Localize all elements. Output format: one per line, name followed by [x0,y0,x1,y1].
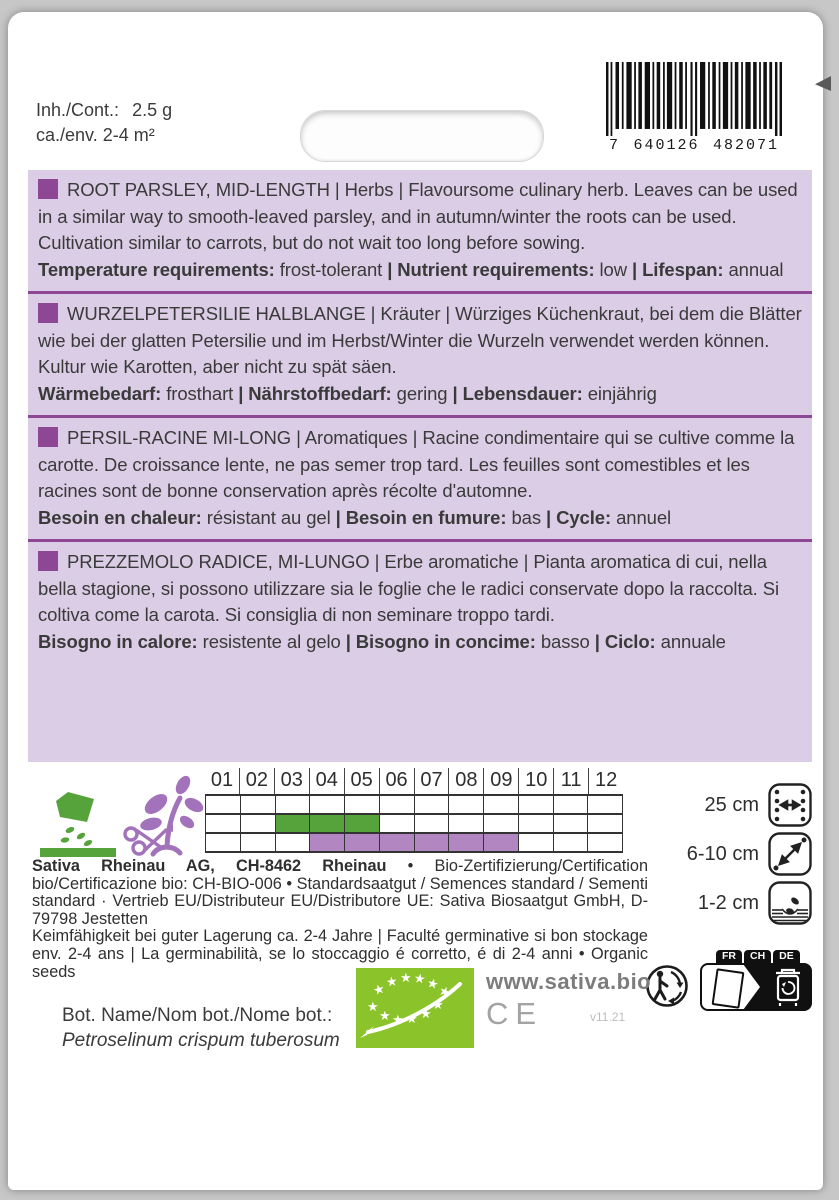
fact-label: Bisogno in calore: [38,630,198,652]
eu-star-icon: ★ [425,974,441,993]
calendar-cell [276,796,311,813]
calendar-cell [588,815,623,832]
coverage-value: 2-4 m² [102,125,155,145]
month-label: 10 [519,768,554,794]
calendar-row-direct-sowing [205,815,623,834]
disposal-country-tabs [716,950,812,963]
fact-label: Besoin en fumure: [345,506,507,528]
calendar-cell [484,834,519,851]
fact-label: Nutrient requirements: [397,258,595,280]
separator: | [452,382,458,404]
barcode-prefix: 7 [609,137,621,154]
section-marker-square [38,179,58,199]
fact-value: annual [728,258,784,280]
month-label: 02 [240,768,275,794]
calendar-cell [519,834,554,851]
ce-mark: CE [486,996,544,1031]
month-label: 11 [554,768,589,794]
calendar-cell [588,796,623,813]
separator: | [632,258,638,280]
calendar-cell [241,815,276,832]
spec-value: 6-10 cm [686,842,759,865]
calendar-cell [415,796,450,813]
separator: | [387,258,393,280]
harvest-plant-scissors-icon [120,772,210,860]
separator: | [238,382,244,404]
section-french [28,418,812,539]
calendar-cell [554,834,589,851]
calendar-cell [519,796,554,813]
month-label: 08 [449,768,484,794]
separator: | [546,506,552,528]
sowing-icon [38,790,120,858]
month-label: 06 [380,768,415,794]
calendar-cell [205,815,241,832]
eu-star-icon: ★ [406,1011,418,1026]
eu-star-icon: ★ [371,980,387,999]
calendar-cell [345,815,380,832]
wheelie-bin-icon [768,965,808,1009]
eu-star-icon: ★ [385,973,399,990]
calendar-cell [449,834,484,851]
month-label: 03 [275,768,310,794]
tab-ch: CH [744,950,771,963]
eu-star-icon: ★ [379,1008,391,1023]
company-info [32,858,648,981]
disposal-badge [700,950,812,1011]
fact-label: Bisogno in concime: [355,630,536,652]
separator: | [345,630,351,652]
certification-text: • Bio-Zertifizierung/Certification bio/Certificazione bio: CH-BIO-006 • Standardsaatgut / Semences standard / Sementi standard · Vertrieb EU/Distributeur EU/Distributore UE: Sativa Biosaatgut GmbH, D-79798 Jestetten [32,857,649,928]
section-intro: ROOT PARSLEY, MID-LENGTH | Herbs | Flavoursome culinary herb. Leaves can be used in a similar way to smooth-leaved parsley, and in autumn/winter the roots can be used. Cultivation similar to carrots, but do not wait too long before sowing. [38,179,798,253]
fact-value: annuel [616,506,672,528]
section-intro: PERSIL-RACINE MI-LONG | Aromatiques | Racine condimentaire qui se cultive comme la carotte. De croissance lente, ne pas semer trop tard. Les feuilles sont comestibles et les racines sont de bonne conservation après récolte d'automne. [38,427,795,501]
calendar-cell [484,815,519,832]
plant-spacing-icon [768,832,812,876]
facts-line [38,381,802,408]
botanical-name-block [62,1004,340,1053]
barcode-group2: 482071 [712,137,779,154]
fact-value: annuale [660,630,726,652]
calendar-row-empty [205,796,623,815]
eu-star-icon: ★ [436,982,454,1001]
spec-value: 25 cm [704,793,759,816]
calendar-cell [415,815,450,832]
calendar-cell [554,815,589,832]
spec-value: 1-2 cm [697,891,759,914]
website-url: www.sativa.bio [486,969,652,994]
eu-star-icon: ★ [367,999,379,1014]
germination-text: Keimfähigkeit bei guter Lagerung ca. 2-4 Jahre | Faculté germinative si bon stockage env. 2-4 ans | La germinabilità, se lo stoccaggio é corretto, é di 2-4 anni • Organic seeds [32,927,648,981]
spec-row-spacing [660,783,812,827]
fact-label: Lifespan: [642,258,724,280]
fact-label: Ciclo: [604,630,656,652]
separator: | [335,506,341,528]
facts-line [38,505,802,532]
fact-value: frosthart [166,382,234,404]
calendar-cell [345,834,380,851]
calendar-cell [345,796,380,813]
coverage-label: ca./env. [36,125,98,145]
month-label: 05 [345,768,380,794]
spec-plant-spacing [660,832,812,876]
fact-value: resistente al gelo [202,630,341,652]
spec-sowing-depth [660,881,812,925]
calendar-cell [484,796,519,813]
disposal-badge-body [700,963,812,1011]
facts-line [38,257,802,284]
section-marker-square [38,551,58,571]
calendar-cell [205,834,241,851]
section-marker-square [38,427,58,447]
fact-value: basso [540,630,590,652]
fact-value: résistant au gel [206,506,331,528]
fact-value: einjährig [587,382,657,404]
calendar-cell [380,834,415,851]
calendar-months [205,768,623,794]
hang-hole-slot [300,110,544,162]
fact-value: frost-tolerant [279,258,383,280]
section-italian [28,542,812,663]
calendar-cell [241,796,276,813]
calendar-cell [380,815,415,832]
eu-star-icon: ★ [420,1006,432,1021]
eu-star-icon: ★ [413,970,427,987]
calendar-cell [276,834,311,851]
eu-organic-logo [356,968,474,1048]
calendar-cell [205,796,241,813]
month-label: 12 [594,769,618,791]
calendar-row-harvest [205,834,623,853]
month-label: 04 [310,768,345,794]
company-name: Sativa Rheinau AG, CH-8462 Rheinau [32,857,387,875]
calendar-cell [449,796,484,813]
fact-label: Besoin en chaleur: [38,506,202,528]
eu-star-icon: ★ [432,997,444,1012]
month-label: 09 [484,768,519,794]
section-intro: PREZZEMOLO RADICE, MI-LUNGO | Erbe aromatiche | Pianta aromatica di cui, nella bella stagione, si possono utilizzare sia le foglie che le radici conservate dopo la raccolta. Si coltiva come la carota. Si consiglia di non seminare troppo tardi. [38,551,779,625]
section-marker-square [38,303,58,323]
fact-value: gering [396,382,448,404]
fact-value: low [599,258,628,280]
fact-label: Nährstoffbedarf: [248,382,392,404]
separator: | [594,630,600,652]
barcode-bars-icon [606,62,782,136]
section-intro: WURZELPETERSILIE HALBLANGE | Kräuter | Würziges Küchenkraut, bei dem die Blätter wie bei der glatten Petersilie und im Herbst/Winter die Wurzeln verwendet werden können. Kultur wie Karotten, aber nicht zu spät säen. [38,303,802,377]
fact-value: bas [511,506,542,528]
facts-line [38,629,802,656]
barcode-number [606,137,782,154]
calendar-cell [554,796,589,813]
row-spacing-icon [768,783,812,827]
botanical-label: Bot. Name/Nom bot./Nome bot.: [62,1005,333,1026]
section-german [28,294,812,415]
sowing-depth-icon [768,881,812,925]
tab-de: DE [773,950,800,963]
eu-star-icon: ★ [392,1012,404,1027]
content-label: Inh./Cont.: [36,100,120,120]
description-panel [28,170,812,762]
calendar-cell [310,834,345,851]
barcode-group1: 640126 [633,137,700,154]
fact-label: Temperature requirements: [38,258,275,280]
month-label: 01 [205,768,240,794]
packet-pictogram-area [702,965,760,1009]
barcode [606,62,782,154]
eu-star-icon: ★ [400,970,412,985]
calendar-grid [205,794,623,853]
calendar-cell [241,834,276,851]
section-english [28,170,812,291]
month-label: 07 [415,768,450,794]
paper-packet-icon [712,968,745,1009]
packet [8,12,823,1190]
calendar-cell [310,815,345,832]
version-number: v11.21 [590,1010,626,1024]
calendar-cell [519,815,554,832]
tab-fr: FR [716,950,742,963]
calendar-cell [415,834,450,851]
calendar-cell [310,796,345,813]
calendar-cell [588,834,623,851]
fact-label: Lebensdauer: [462,382,583,404]
fact-label: Wärmebedarf: [38,382,162,404]
content-value: 2.5 g [132,100,173,120]
fact-label: Cycle: [556,506,612,528]
content-info [36,98,172,148]
calendar-cell [380,796,415,813]
calendar-cell [449,815,484,832]
calendar-cell [276,815,311,832]
botanical-name: Petroselinum crispum tuberosum [62,1029,340,1051]
